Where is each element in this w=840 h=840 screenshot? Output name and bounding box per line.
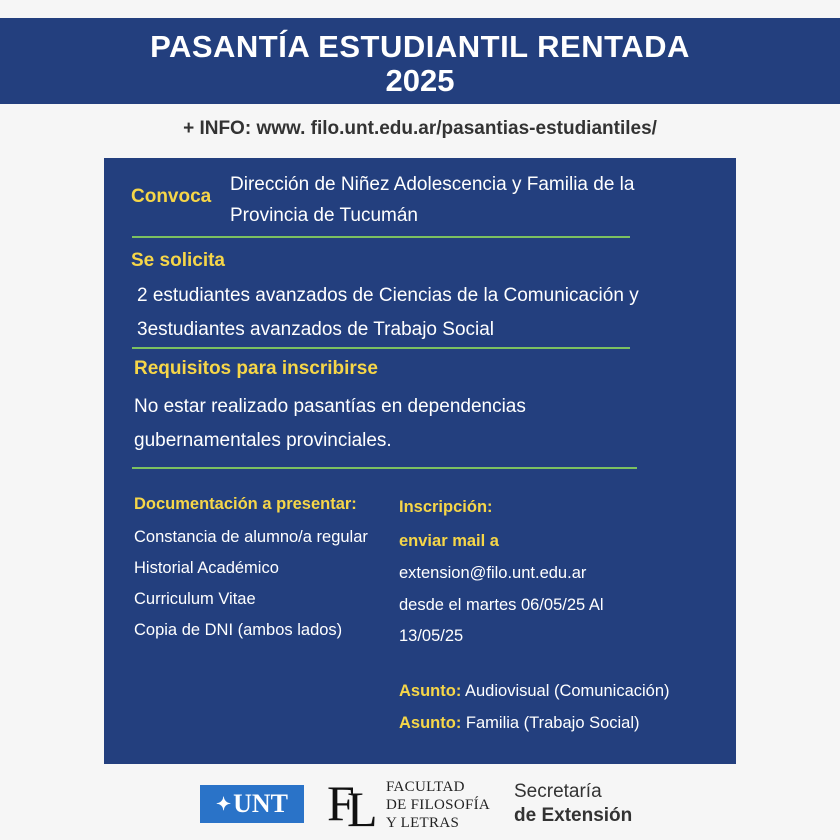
documentacion-label: Documentación a presentar:	[134, 495, 357, 513]
page-title: PASANTÍA ESTUDIANTIL RENTADA	[150, 29, 690, 64]
doc-item: Copia de DNI (ambos lados)	[134, 621, 343, 639]
asunto-value: Familia (Trabajo Social)	[461, 714, 640, 732]
facultad-line-3: Y LETRAS	[386, 815, 460, 831]
requisitos-line-1: No estar realizado pasantías en dependencias	[134, 396, 526, 417]
inscripcion-label: Inscripción:	[399, 498, 493, 516]
unt-star-icon: ✦	[216, 793, 232, 814]
info-panel	[104, 158, 736, 764]
requisitos-label: Requisitos para inscribirse	[134, 358, 378, 379]
secretaria-line-1: Secretaría	[514, 781, 602, 802]
facultad-monogram-icon: F L	[327, 775, 378, 837]
inscripcion-email[interactable]: extension@filo.unt.edu.ar	[399, 564, 587, 582]
facultad-name	[386, 778, 490, 832]
unt-logo-text: UNT	[233, 789, 288, 818]
asunto-trabajo-social	[399, 708, 640, 739]
convoca-label: Convoca	[131, 186, 212, 207]
page-title-year: 2025	[385, 63, 455, 98]
divider-2	[132, 347, 630, 349]
footer-logos	[0, 768, 840, 840]
convoca-line-2: Provincia de Tucumán	[230, 205, 418, 226]
asunto-label: Asunto:	[399, 714, 462, 732]
facultad-line-1: FACULTAD	[386, 779, 465, 795]
inscripcion-mail-label: enviar mail a	[399, 532, 499, 550]
solicita-line-1: 2 estudiantes avanzados de Ciencias de la Comunicación y	[137, 285, 639, 306]
asunto-comunicacion	[399, 676, 670, 707]
doc-item: Constancia de alumno/a regular	[134, 528, 368, 546]
inscripcion-dates-line-2: 13/05/25	[399, 627, 464, 645]
secretaria-logo	[514, 780, 632, 828]
divider-1	[132, 236, 630, 238]
asunto-value: Audiovisual (Comunicación)	[461, 682, 670, 700]
inscripcion-dates-line-1: desde el martes 06/05/25 Al	[399, 596, 604, 614]
convoca-line-1: Dirección de Niñez Adolescencia y Familia de la	[230, 174, 635, 195]
solicita-label: Se solicita	[131, 250, 225, 271]
doc-item: Historial Académico	[134, 559, 279, 577]
divider-3	[132, 467, 637, 469]
secretaria-line-2: de Extensión	[514, 805, 633, 826]
info-link[interactable]: + INFO: www. filo.unt.edu.ar/pasantias-estudiantiles/	[183, 118, 657, 139]
facultad-line-2: DE FILOSOFÍA	[386, 797, 491, 813]
unt-logo	[200, 785, 304, 823]
solicita-line-2: 3estudiantes avanzados de Trabajo Social	[137, 319, 495, 340]
requisitos-line-2: gubernamentales provinciales.	[134, 430, 392, 451]
asunto-label: Asunto:	[399, 682, 462, 700]
doc-item: Curriculum Vitae	[134, 590, 256, 608]
header-banner	[0, 18, 840, 104]
